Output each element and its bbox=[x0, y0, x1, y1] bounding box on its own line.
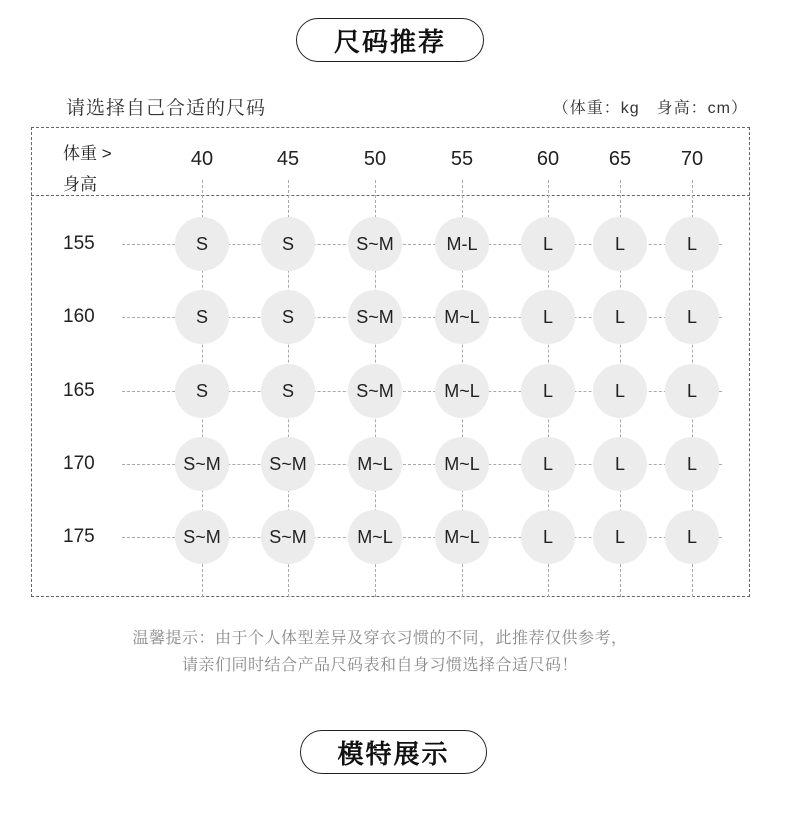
weight-column-header: 40 bbox=[190, 148, 214, 170]
size-cell: M~L bbox=[348, 437, 402, 491]
next-section-title-pill: 模特展示 bbox=[300, 730, 487, 774]
size-cell: M~L bbox=[435, 510, 489, 564]
height-row-label: 155 bbox=[63, 233, 95, 254]
size-cell: S~M bbox=[348, 290, 402, 344]
corner-height-label: 身高 bbox=[63, 175, 97, 194]
size-cell: S bbox=[261, 364, 315, 418]
size-cell: M~L bbox=[435, 437, 489, 491]
size-cell: M~L bbox=[435, 290, 489, 344]
size-cell: L bbox=[593, 510, 647, 564]
weight-column-header: 55 bbox=[450, 148, 474, 170]
size-cell: M~L bbox=[435, 364, 489, 418]
size-cell: M-L bbox=[435, 217, 489, 271]
size-cell: L bbox=[665, 364, 719, 418]
size-cell: S bbox=[175, 364, 229, 418]
units-note: （体重：kg 身高：cm） bbox=[552, 100, 748, 117]
size-cell: S bbox=[261, 217, 315, 271]
height-row-label: 170 bbox=[63, 453, 95, 474]
size-cell: L bbox=[593, 290, 647, 344]
weight-column-header: 60 bbox=[536, 148, 560, 170]
size-cell: L bbox=[665, 437, 719, 491]
size-cell: L bbox=[521, 217, 575, 271]
size-cell: L bbox=[521, 364, 575, 418]
size-cell: L bbox=[521, 437, 575, 491]
size-cell: S~M bbox=[348, 364, 402, 418]
height-row-label: 160 bbox=[63, 306, 95, 327]
size-cell: L bbox=[593, 217, 647, 271]
weight-column-header: 45 bbox=[276, 148, 300, 170]
size-cell: L bbox=[593, 364, 647, 418]
size-cell: S bbox=[175, 217, 229, 271]
size-cell: S bbox=[175, 290, 229, 344]
size-cell: S~M bbox=[175, 510, 229, 564]
header-divider bbox=[31, 195, 750, 196]
size-cell: S~M bbox=[261, 437, 315, 491]
size-cell: S~M bbox=[261, 510, 315, 564]
tip-line-1: 温馨提示：由于个人体型差异及穿衣习惯的不同，此推荐仅供参考， bbox=[132, 630, 628, 647]
size-cell: S bbox=[261, 290, 315, 344]
size-cell: S~M bbox=[348, 217, 402, 271]
size-cell: L bbox=[593, 437, 647, 491]
height-row-label: 175 bbox=[63, 526, 95, 547]
height-row-label: 165 bbox=[63, 380, 95, 401]
size-cell: L bbox=[665, 290, 719, 344]
size-cell: L bbox=[665, 510, 719, 564]
weight-column-header: 65 bbox=[608, 148, 632, 170]
section-title-pill: 尺码推荐 bbox=[296, 18, 484, 62]
weight-column-header: 70 bbox=[680, 148, 704, 170]
corner-weight-label: 体重 > bbox=[63, 144, 112, 163]
size-cell: L bbox=[665, 217, 719, 271]
size-cell: L bbox=[521, 510, 575, 564]
subtitle: 请选择自己合适的尺码 bbox=[66, 98, 267, 119]
size-cell: M~L bbox=[348, 510, 402, 564]
tip-line-2: 请亲们同时结合产品尺码表和自身习惯选择合适尺码！ bbox=[181, 657, 578, 674]
size-cell: S~M bbox=[175, 437, 229, 491]
weight-column-header: 50 bbox=[363, 148, 387, 170]
size-cell: L bbox=[521, 290, 575, 344]
